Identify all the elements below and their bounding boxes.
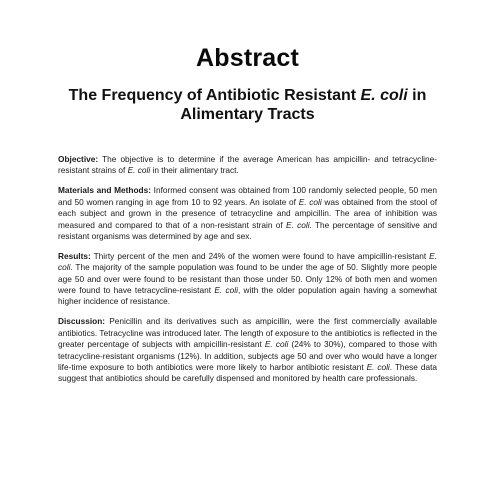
section-text: The objective is to determine if the average American has ampicillin- and tetracycline-resistant strains of (58, 154, 437, 176)
section-objective (58, 154, 437, 177)
section-text: Informed consent was obtained from 100 randomly selected people, 50 men and 50 women ranging in age from 10 to 92 years. An isolate of (58, 185, 437, 207)
section-text: in their alimentary tract. (150, 165, 239, 176)
species-name: E. coli (264, 339, 289, 350)
section-results (58, 251, 437, 308)
paper-title-tail: in Alimentary Tracts (180, 87, 427, 123)
page-heading: Abstract (195, 44, 300, 72)
species-name: E. coli (58, 250, 437, 273)
section-methods (58, 185, 437, 242)
paper-title-species: E. coli (360, 87, 408, 104)
section-text: . The majority of the sample population was found to be under the age of 50. Slightly more people age 50 and over were found to be resistant than those under 50. Only 12% of both men and women were found to have tetracycline-resistant (58, 262, 437, 296)
species-name: E. coli (285, 219, 310, 230)
section-text: was obtained from the stool of each subject and grown in the presence of tetracycline and ampicillin. The area of inhibition was measured and compared to that of a non-resistant strain of (58, 196, 437, 230)
section-label: Results: (58, 250, 91, 261)
species-name: E. coli (214, 285, 238, 296)
section-label: Materials and Methods: (58, 185, 151, 196)
section-text: Thirty percent of the men and 24% of the women were found to have ampicillin-resistant (90, 250, 430, 261)
section-text: . These data suggest that antibiotics should be carefully dispensed and monitored by health care professionals. (58, 362, 437, 384)
abstract-body (58, 154, 437, 393)
species-name: E. coli (298, 196, 322, 207)
section-label: Discussion: (58, 316, 106, 327)
paper-title-lead: The Frequency of Antibiotic Resistant (68, 87, 361, 104)
section-text: Penicillin and its derivatives such as ampicillin, were the first commercially available antibiotics. Tetracycline was introduced later. The length of exposure to the antibiotics is reflected in the greater percentage of subjects with ampicillin-resistant (58, 316, 437, 350)
section-text: . The percentage of sensitive and resistant organisms was determined by age and sex. (58, 219, 437, 241)
section-text: , with the older population again having a somewhat higher incidence of resistance. (58, 285, 437, 307)
species-name: E. coli (127, 165, 151, 176)
section-discussion (58, 316, 437, 384)
paper-title (40, 86, 455, 124)
species-name: E. coli (366, 362, 390, 372)
section-text: (24% to 30%), compared to those with tetracycline-resistant organisms (12%). In addition, subjects age 50 and over who would have a longer life-time exposure to both antibiotics were more likely to harbor antibiotic resistant (58, 339, 437, 372)
section-label: Objective: (58, 154, 99, 164)
